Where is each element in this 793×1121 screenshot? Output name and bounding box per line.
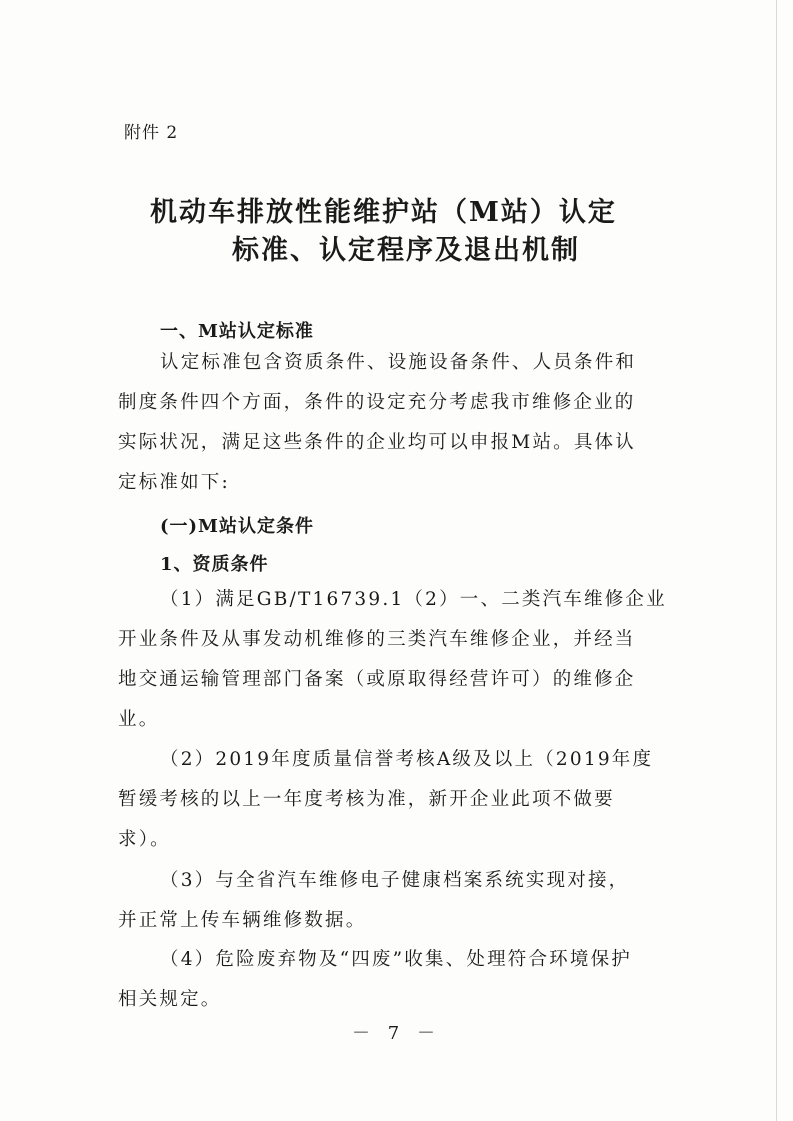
item-heading: 1、资质条件 (160, 554, 269, 575)
clause-1-line-1: （1）满足GB/T16739.1（2）一、二类汽车维修企业 (160, 589, 667, 610)
intro-line-2: 制度条件四个方面，条件的设定充分考虑我市维修企业的 (118, 392, 636, 413)
clause-3-line-1: （3）与全省汽车维修电子健康档案系统实现对接， (160, 870, 630, 891)
clause-2-line-2: 暂缓考核的以上一年度考核为准，新开企业此项不做要 (118, 789, 615, 810)
attachment-label: 附件 2 (124, 123, 179, 143)
document-title-line-1: 机动车排放性能维护站（M站）认定 (150, 197, 617, 228)
section-heading: 一、M站认定标准 (160, 321, 314, 342)
scan-edge-line (776, 0, 777, 1121)
clause-3-line-2: 并正常上传车辆维修数据。 (118, 910, 367, 931)
document-title-line-2: 标准、认定程序及退出机制 (232, 235, 580, 266)
subsection-heading: (一)M站认定条件 (160, 516, 314, 537)
clause-1-line-4: 业。 (118, 709, 160, 730)
intro-line-3: 实际状况，满足这些条件的企业均可以申报M站。具体认 (118, 432, 636, 453)
clause-4-line-1: （4）危险废弃物及“四废”收集、处理符合环境保护 (160, 949, 632, 970)
clause-2-line-3: 求）。 (118, 829, 171, 850)
intro-line-1: 认定标准包含资质条件、设施设备条件、人员条件和 (160, 352, 637, 373)
clause-1-line-2: 开业条件及从事发动机维修的三类汽车维修企业，并经当 (118, 629, 636, 650)
clause-4-line-2: 相关规定。 (118, 989, 222, 1010)
clause-2-line-1: （2）2019年度质量信誉考核A级及以上（2019年度 (160, 749, 654, 770)
page-number: － 7 － (352, 1023, 441, 1044)
clause-1-line-3: 地交通运输管理部门备案（或原取得经营许可）的维修企 (118, 669, 636, 690)
intro-line-4: 定标准如下: (118, 472, 230, 493)
